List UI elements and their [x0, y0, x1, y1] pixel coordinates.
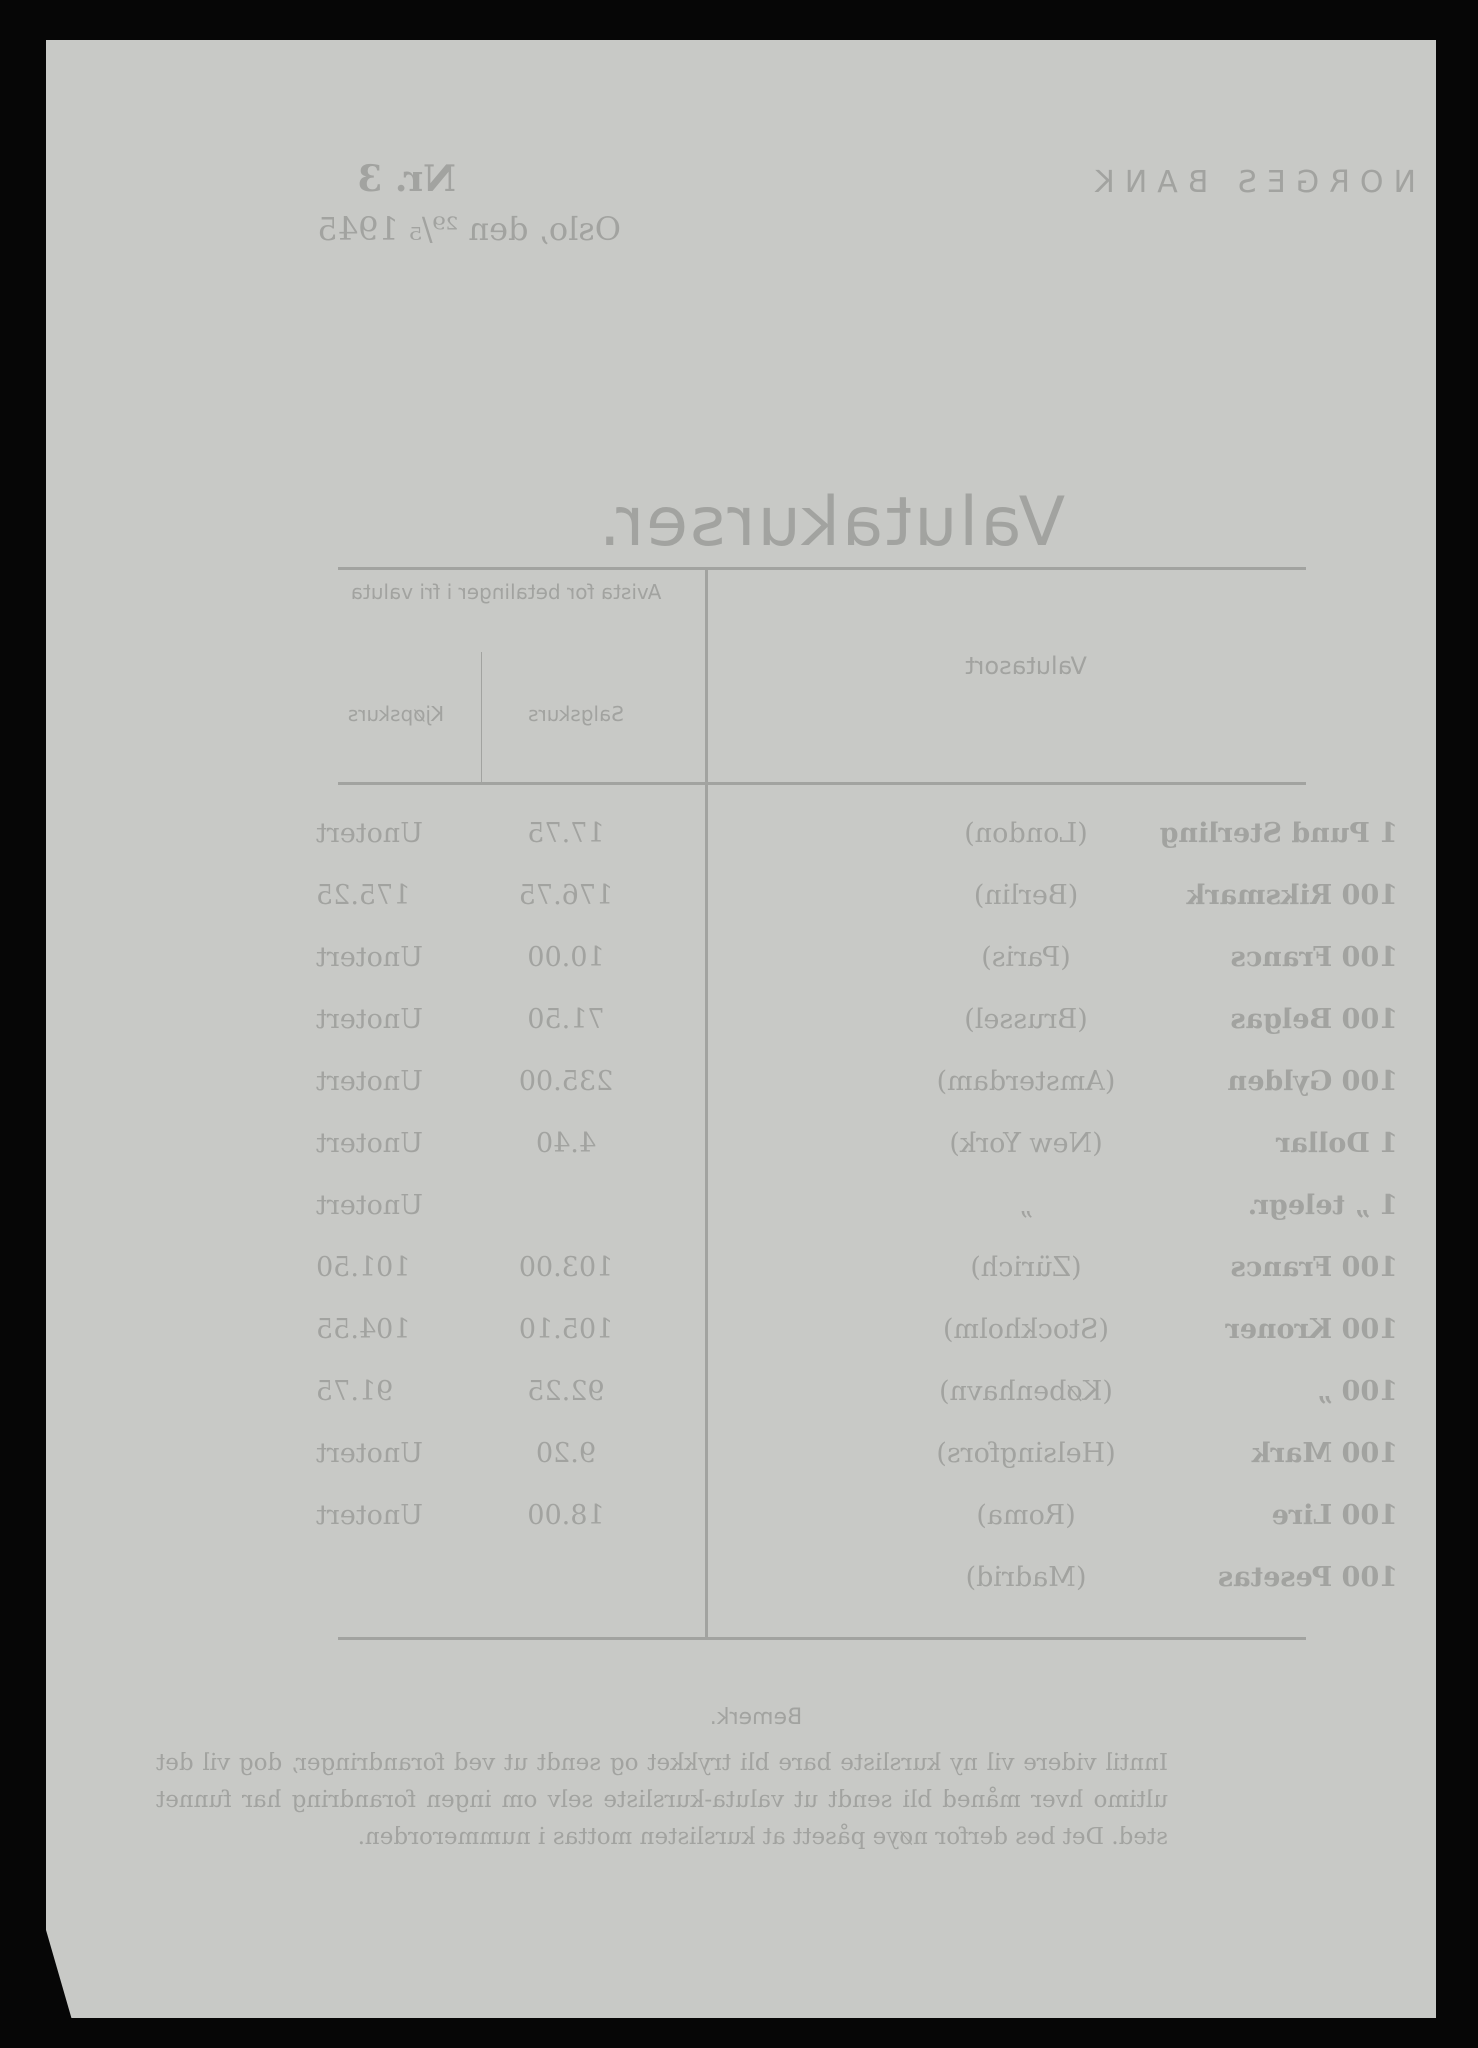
list-number: Nr. 3 [357, 158, 456, 200]
place: (Roma) [976, 1500, 1076, 1531]
currency: 100 „ [1316, 1376, 1398, 1407]
bank-name: NORGES BANK [1085, 165, 1416, 200]
table-row [46, 1500, 1436, 1560]
table-row [46, 942, 1436, 1002]
place: (London) [964, 818, 1088, 849]
buy-rate: Unotert [316, 1128, 423, 1159]
sale-rate: 18.00 [527, 1500, 605, 1531]
currency: 100 Francs [1230, 1252, 1398, 1283]
table-row [46, 818, 1436, 878]
buy-rate: Unotert [316, 818, 423, 849]
sale-rate: 235.00 [518, 1066, 614, 1097]
buy-rate: 101.50 [316, 1252, 411, 1283]
paper-sheet [46, 40, 1436, 2018]
table-row [46, 1190, 1436, 1250]
currency: 1 Dollar [1276, 1128, 1398, 1159]
table-row [46, 1128, 1436, 1188]
sale-rate: 17.75 [527, 818, 605, 849]
sale-rate: 9.20 [535, 1438, 597, 1469]
table-bottom-rule [338, 1637, 1306, 1640]
currency: 100 Francs [1230, 942, 1398, 973]
currency: 100 Mark [1251, 1438, 1398, 1469]
place: (Berlin) [973, 880, 1079, 911]
currency: 1 Pund Sterling [1159, 818, 1398, 849]
sale-rate: 10.00 [527, 942, 605, 973]
place: (Helsingfors) [936, 1438, 1116, 1469]
table-row [46, 1314, 1436, 1374]
buy-rate: 175.25 [316, 880, 411, 911]
note-text: Inntil videre vil ny kursliste bare bli trykket og sendt ut ved forandringer, dog vil det ultimo hver måned bli sendt ut valuta-kursliste selv om ingen forandring har funnet sted. Det bes derfor nøye påsett at kurslisten mottas i nummerorden. [156, 1750, 1168, 1850]
buy-rate: Unotert [316, 942, 423, 973]
table-top-rule [338, 567, 1306, 570]
sale-rate: 103.00 [518, 1252, 614, 1283]
note-title: Bemerk. [709, 1705, 803, 1730]
place: (Amsterdam) [936, 1066, 1116, 1097]
place: (Zürich) [970, 1252, 1082, 1283]
place: (Paris) [981, 942, 1071, 973]
buy-rate: Unotert [316, 1500, 423, 1531]
currency: 100 Lire [1271, 1500, 1398, 1531]
table-subdivider [481, 652, 482, 782]
torn-corner [46, 1930, 72, 2020]
table-row [46, 880, 1436, 940]
place: (Madrid) [965, 1562, 1087, 1593]
col-group: Avista for betalinger i fri valuta [350, 580, 662, 604]
currency: 100 Kroner [1225, 1314, 1398, 1345]
place-date: Oslo, den ²⁹/₅ 1945 [317, 210, 621, 248]
sale-rate: 105.10 [518, 1314, 614, 1345]
buy-rate: Unotert [316, 1190, 423, 1221]
place: (Brussel) [964, 1004, 1088, 1035]
col-buy: Kjøpskurs [347, 702, 445, 726]
sale-rate: 4.40 [535, 1128, 597, 1159]
sale-rate: 92.25 [527, 1376, 605, 1407]
table-header-rule [338, 782, 1306, 785]
table-row [46, 1376, 1436, 1436]
col-sale: Salgskurs [528, 702, 624, 726]
currency: 1 „ telegr. [1247, 1190, 1398, 1221]
table-row [46, 1252, 1436, 1312]
table-row [46, 1438, 1436, 1498]
table-row [46, 1066, 1436, 1126]
currency: 100 Belgas [1230, 1004, 1398, 1035]
table-row [46, 1562, 1436, 1622]
currency: 100 Pesetas [1217, 1562, 1398, 1593]
currency: 100 Gylden [1227, 1066, 1398, 1097]
mirrored-print [46, 40, 1436, 2018]
page-title: Valutakurser. [596, 483, 1066, 562]
sale-rate: 176.75 [518, 880, 614, 911]
place: (København) [939, 1376, 1113, 1407]
table-row [46, 1004, 1436, 1064]
sale-rate: 71.50 [527, 1004, 605, 1035]
buy-rate: 91.75 [316, 1376, 394, 1407]
buy-rate: Unotert [316, 1066, 423, 1097]
buy-rate: 104.55 [316, 1314, 411, 1345]
place: „ [1019, 1190, 1033, 1221]
buy-rate: Unotert [316, 1004, 423, 1035]
place: (New York) [949, 1128, 1103, 1159]
col-currency: Valutasort [965, 652, 1087, 680]
place: (Stockholm) [942, 1314, 1110, 1345]
currency: 100 Riksmark [1186, 880, 1398, 911]
buy-rate: Unotert [316, 1438, 423, 1469]
